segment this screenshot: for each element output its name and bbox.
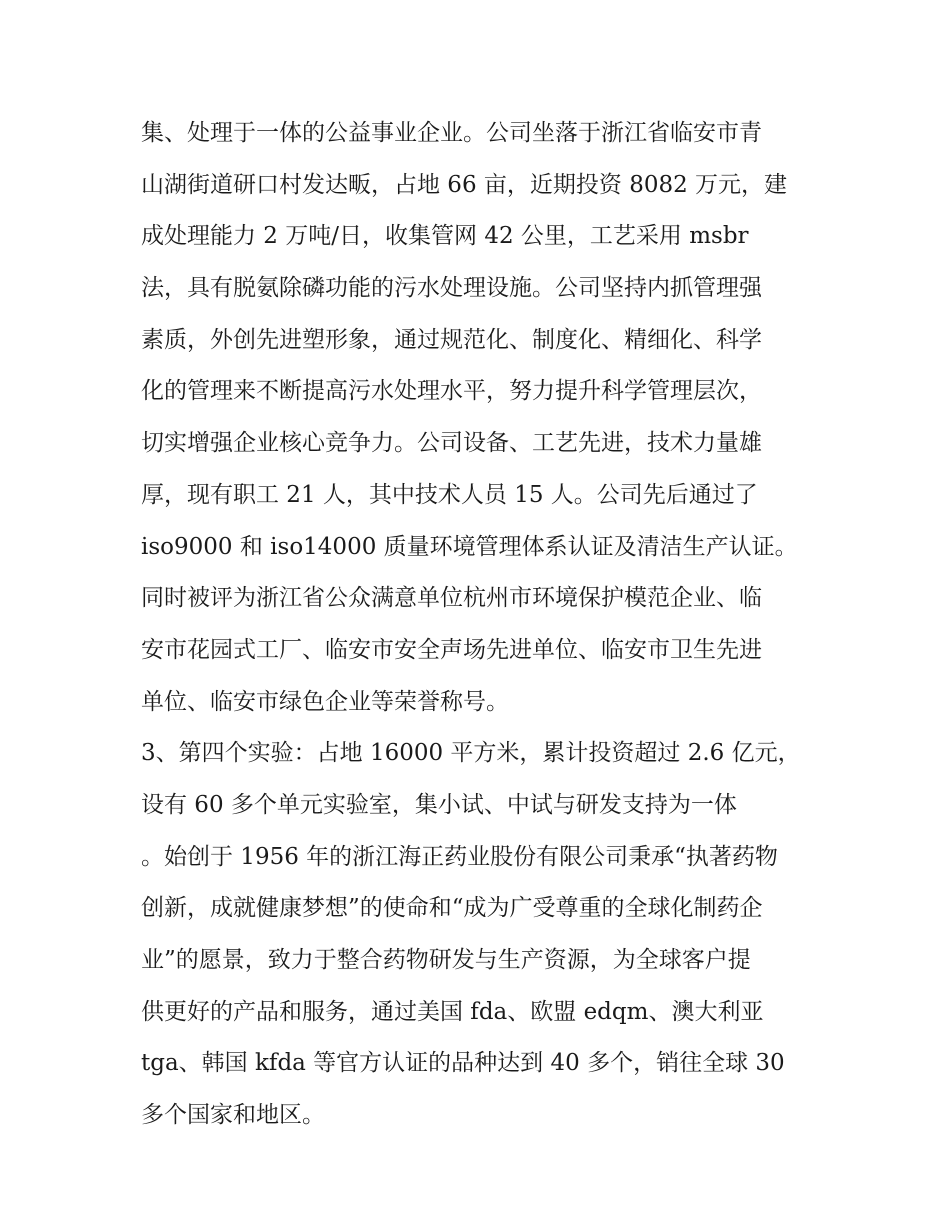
- text-line: iso9000 和 iso14000 质量环境管理体系认证及清洁生产认证。: [141, 533, 798, 560]
- text-line: 同时被评为浙江省公众满意单位杭州市环境保护模范企业、临: [141, 585, 762, 612]
- text-line: 供更好的产品和服务，通过美国 fda、欧盟 edqm、澳大利亚: [141, 998, 764, 1025]
- text-line: 厚，现有职工 21 人，其中技术人员 15 人。公司先后通过了: [141, 481, 758, 508]
- text-line: 切实增强企业核心竞争力。公司设备、工艺先进，技术力量雄: [141, 430, 762, 457]
- body-text: [141, 108, 821, 1142]
- text-line: 安市花园式工厂、临安市安全声场先进单位、临安市卫生先进: [141, 636, 762, 663]
- text-line: 法，具有脱氨除磷功能的污水处理设施。公司坚持内抓管理强: [141, 275, 762, 302]
- text-line: 集、处理于一体的公益事业企业。公司坐落于浙江省临安市青: [141, 120, 762, 146]
- text-line: 化的管理来不断提高污水处理水平，努力提升科学管理层次，: [141, 378, 762, 405]
- text-line: tga、韩国 kfda 等官方认证的品种达到 40 多个，销往全球 30: [141, 1050, 785, 1077]
- text-line: 业”的愿景，致力于整合药物研发与生产资源，为全球客户提: [141, 947, 751, 973]
- text-line: 成处理能力 2 万吨/日，收集管网 42 公里，工艺采用 msbr: [141, 223, 749, 250]
- text-line: 单位、临安市绿色企业等荣誉称号。: [141, 688, 509, 715]
- text-line: 创新，成就健康梦想”的使命和“成为广受尊重的全球化制药企: [141, 895, 763, 922]
- text-line: 3、第四个实验：占地 16000 平方米，累计投资超过 2.6 亿元，: [141, 740, 801, 767]
- text-line: 。始创于 1956 年的浙江海正药业股份有限公司秉承“执著药物: [141, 843, 778, 870]
- text-line: 多个国家和地区。: [141, 1102, 325, 1129]
- text-line: 素质，外创先进塑形象，通过规范化、制度化、精细化、科学: [141, 326, 762, 353]
- text-line: 山湖街道研口村发达畈，占地 66 亩，近期投资 8082 万元，建: [141, 171, 788, 198]
- text-line: 设有 60 多个单元实验室，集小试、中试与研发支持为一体: [141, 791, 737, 818]
